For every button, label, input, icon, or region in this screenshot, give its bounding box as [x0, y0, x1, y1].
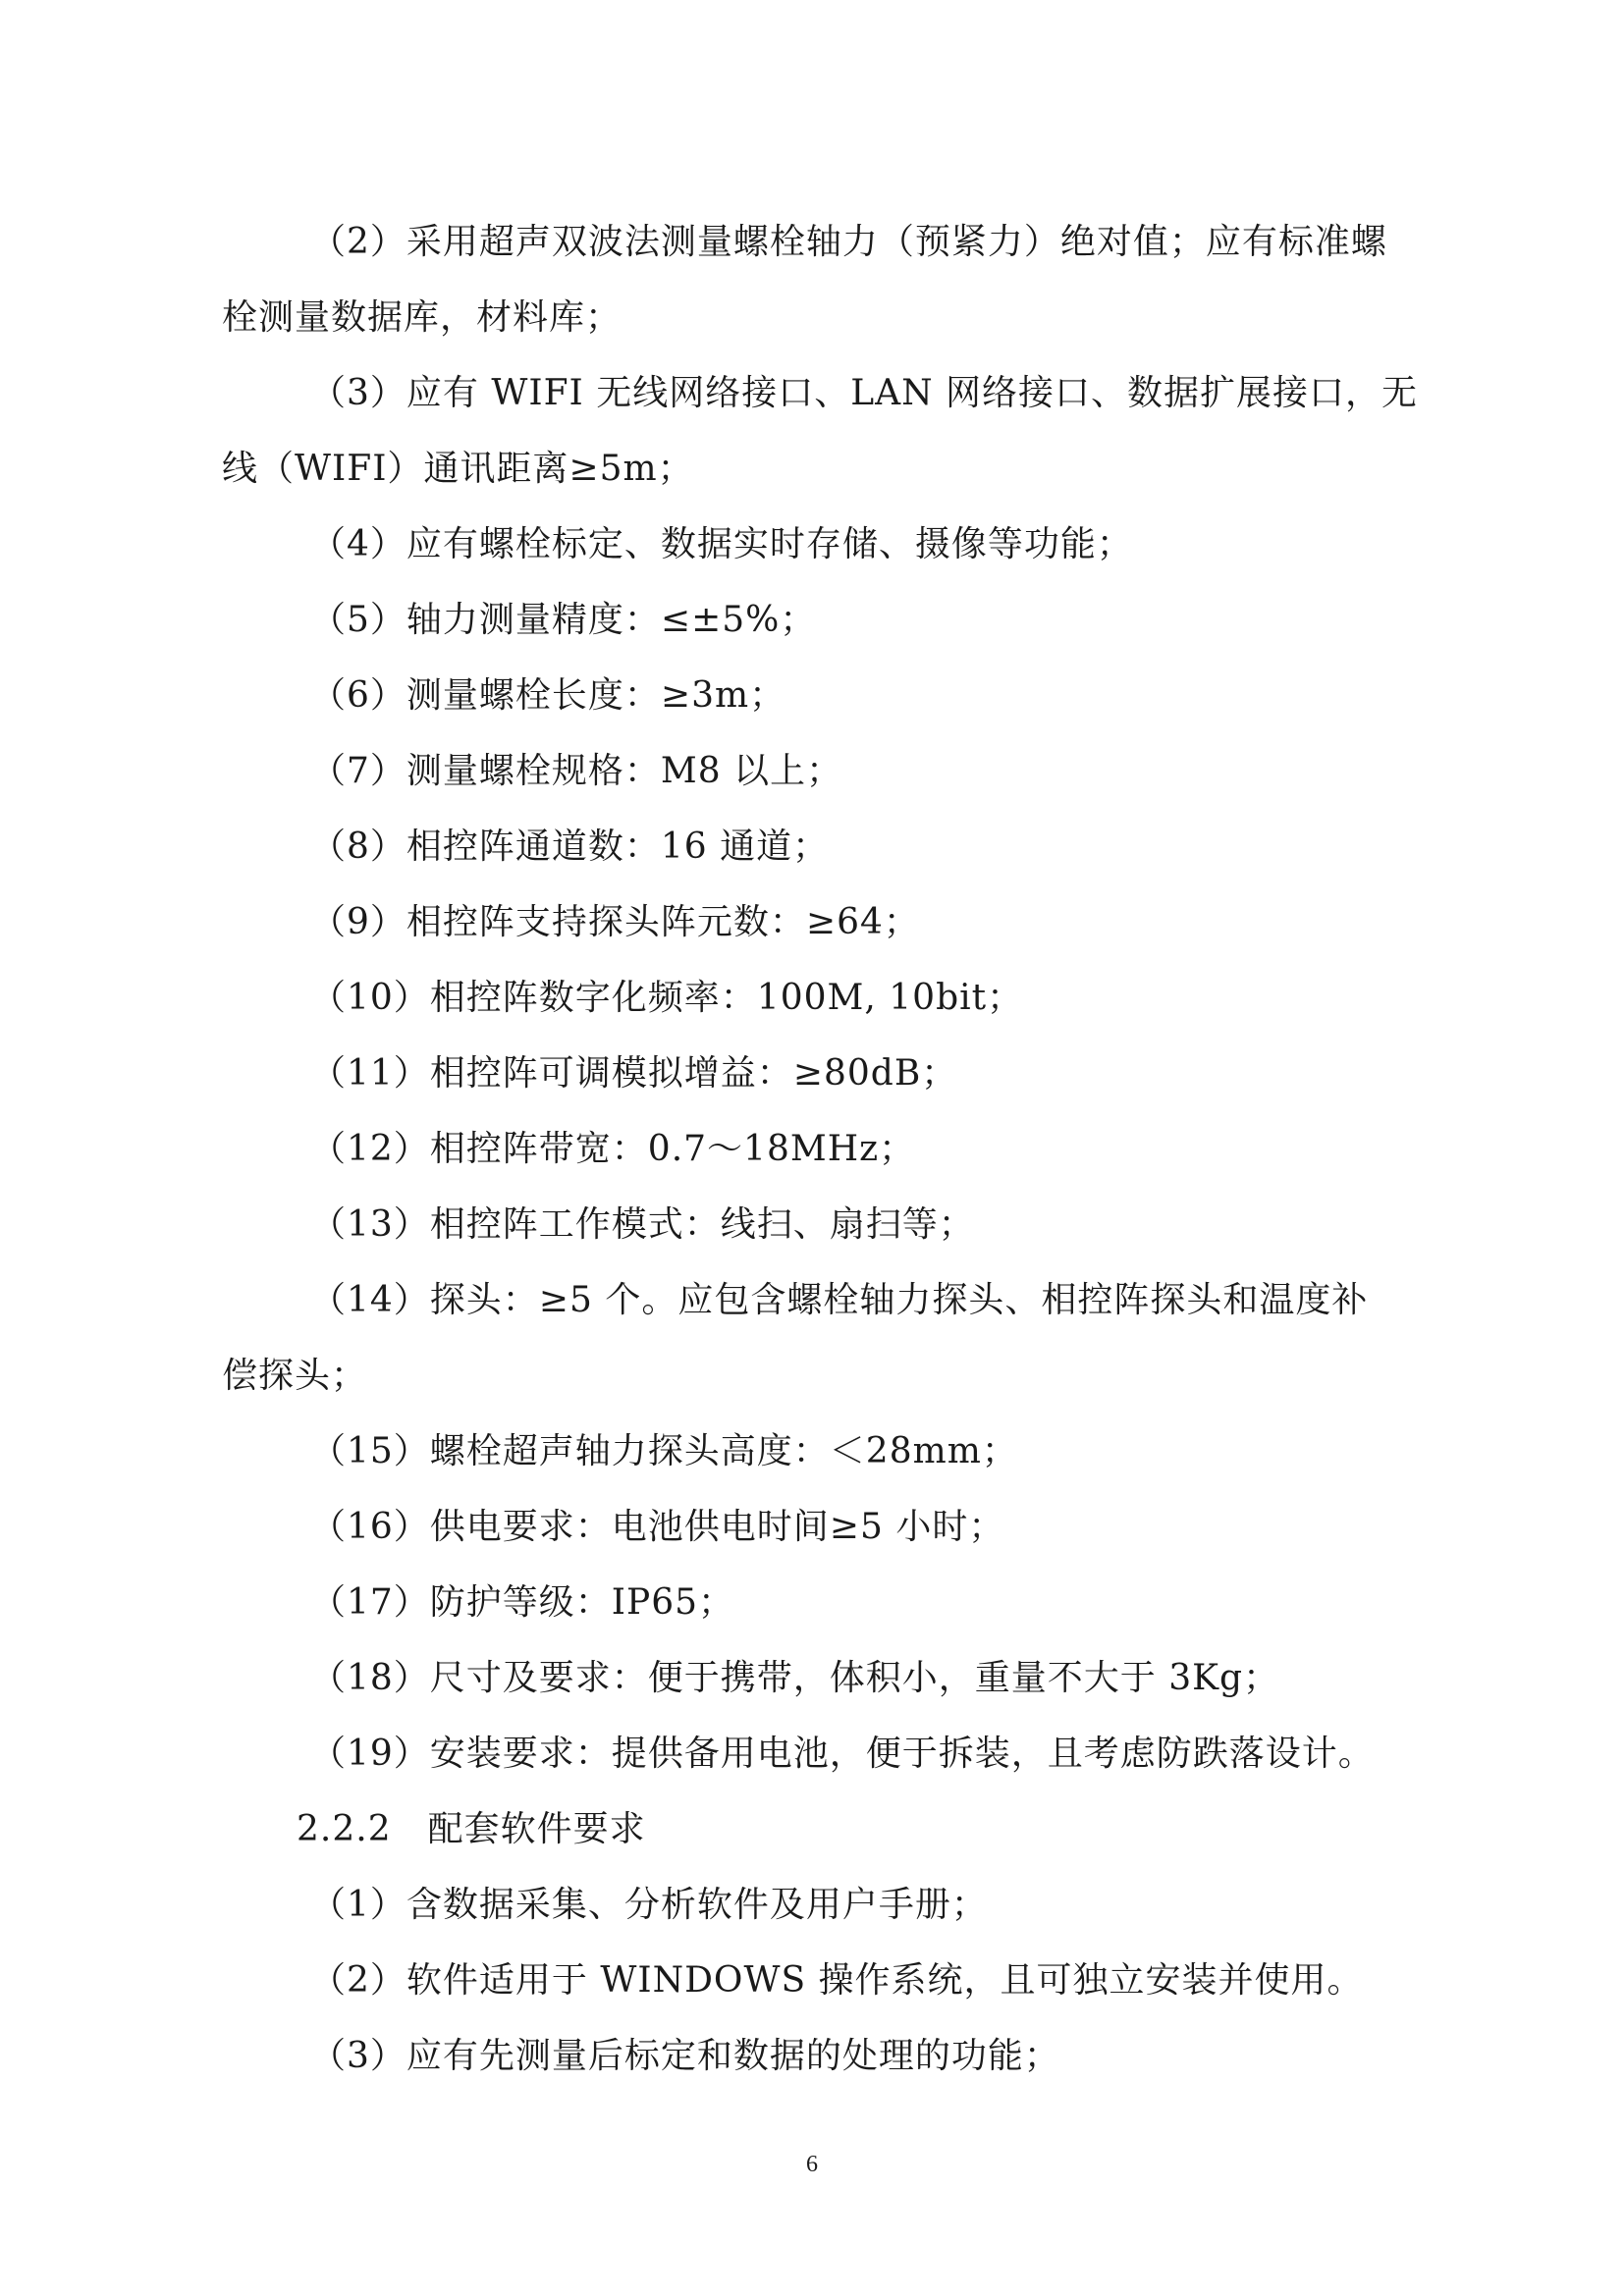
spec-item-10: （10）相控阵数字化频率：100M, 10bit；	[310, 978, 1024, 1018]
spec-item-17: （17）防护等级：IP65；	[310, 1582, 735, 1623]
spec-item-2-line-2: 栓测量数据库，材料库；	[222, 297, 623, 338]
spec-item-11: （11）相控阵可调模拟增益：≥80dB；	[310, 1053, 958, 1094]
section-heading-2-2-2: 2.2.2 配套软件要求	[297, 1809, 646, 1849]
spec-item-16: （16）供电要求：电池供电时间≥5 小时；	[310, 1507, 1005, 1547]
spec-item-2-line-1: （2）采用超声双波法测量螺栓轴力（预紧力）绝对值；应有标准螺	[310, 222, 1387, 262]
spec-item-15: （15）螺栓超声轴力探头高度：＜28mm；	[310, 1431, 1018, 1471]
spec-item-5: （5）轴力测量精度：≤±5%；	[310, 600, 817, 640]
software-item-1: （1）含数据采集、分析软件及用户手册；	[310, 1885, 988, 1925]
spec-item-7: （7）测量螺栓规格：M8 以上；	[310, 751, 843, 791]
software-item-3: （3）应有先测量后标定和数据的处理的功能；	[310, 2036, 1060, 2076]
software-item-2: （2）软件适用于 WINDOWS 操作系统，且可独立安装并使用。	[310, 1960, 1364, 2001]
spec-item-14-line-1: （14）探头：≥5 个。应包含螺栓轴力探头、相控阵探头和温度补	[310, 1280, 1369, 1320]
spec-item-3-line-2: 线（WIFI）通讯距离≥5m；	[222, 449, 694, 489]
spec-item-3-line-1: （3）应有 WIFI 无线网络接口、LAN 网络接口、数据扩展接口，无	[310, 373, 1419, 413]
spec-item-6: （6）测量螺栓长度：≥3m；	[310, 675, 786, 716]
spec-item-18: （18）尺寸及要求：便于携带，体积小，重量不大于 3Kg；	[310, 1658, 1280, 1698]
spec-item-13: （13）相控阵工作模式：线扫、扇扫等；	[310, 1204, 975, 1245]
spec-item-14-line-2: 偿探头；	[222, 1356, 368, 1396]
spec-item-9: （9）相控阵支持探头阵元数：≥64；	[310, 902, 920, 942]
page-number: 6	[806, 2152, 818, 2177]
spec-item-19: （19）安装要求：提供备用电池，便于拆装，且考虑防跌落设计。	[310, 1734, 1375, 1774]
spec-item-4: （4）应有螺栓标定、数据实时存储、摄像等功能；	[310, 524, 1133, 564]
spec-item-8: （8）相控阵通道数：16 通道；	[310, 827, 830, 867]
spec-item-12: （12）相控阵带宽：0.7～18MHz；	[310, 1129, 916, 1169]
